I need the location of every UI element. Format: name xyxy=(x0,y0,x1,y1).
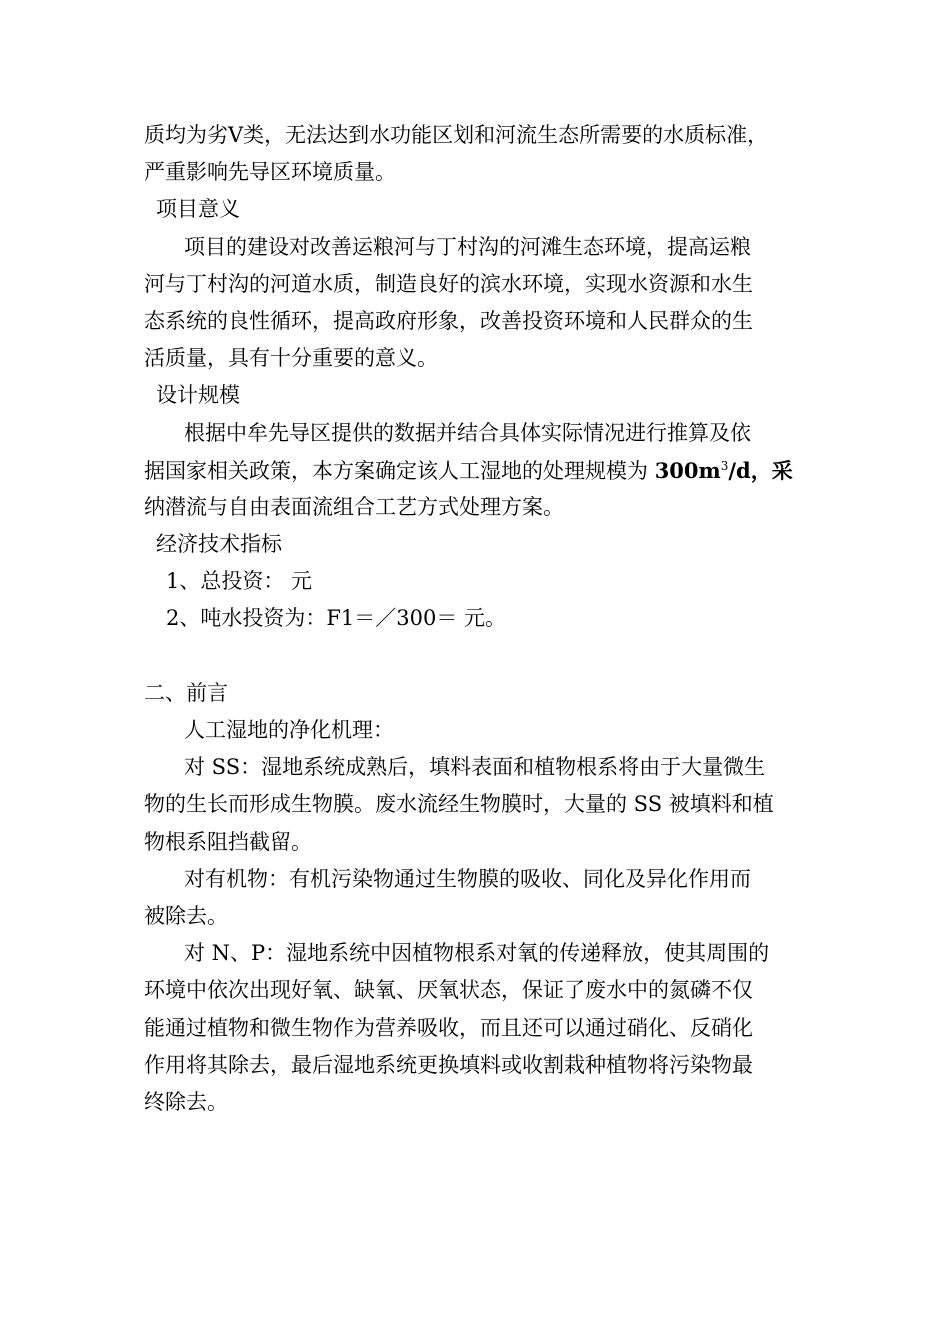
text-line: 活质量，具有十分重要的意义。 xyxy=(144,346,438,371)
list-item-per-ton-investment: 2、吨水投资为：F1＝／300＝ 元。 xyxy=(166,606,507,631)
section-heading-significance: 项目意义 xyxy=(156,197,240,222)
text-line: 终除去。 xyxy=(144,1089,228,1114)
np-paragraph xyxy=(144,935,824,1121)
capacity-value: 300m xyxy=(654,457,721,483)
text-segment: /d，采 xyxy=(728,457,793,483)
text-line: 河与丁村沟的河道水质，制造良好的滨水环境，实现水资源和水生 xyxy=(144,271,753,296)
blank-line xyxy=(144,638,824,675)
document-page xyxy=(144,117,824,1121)
text-line: 物根系阻挡截留。 xyxy=(144,829,312,854)
section-title-preface: 二、前言 xyxy=(144,680,228,705)
scale-paragraph xyxy=(144,415,824,527)
organic-paragraph xyxy=(144,861,824,935)
section-heading-economics: 经济技术指标 xyxy=(156,532,282,557)
significance-paragraph xyxy=(144,229,824,378)
text-line: 质均为劣V类，无法达到水功能区划和河流生态所需要的水质标准， xyxy=(144,123,769,147)
list-item-total-investment: 1、总投资： 元 xyxy=(166,569,313,594)
text-line: 对 SS：湿地系统成熟后，填料表面和植物根系将由于大量微生 xyxy=(184,755,766,780)
text-line: 纳潜流与自由表面流组合工艺方式处理方案。 xyxy=(144,494,564,519)
text-line: 项目的建设对改善运粮河与丁村沟的河滩生态环境，提高运粮 xyxy=(184,234,751,259)
text-line: 对有机物：有机污染物通过生物膜的吸收、同化及异化作用而 xyxy=(184,866,751,891)
text-line: 物的生长而形成生物膜。废水流经生物膜时，大量的 SS 被填料和植 xyxy=(144,792,774,817)
text-segment: 据国家相关政策，本方案确定该人工湿地的处理规模为 xyxy=(144,458,655,483)
superscript-exponent: 3 xyxy=(720,458,729,473)
text-line: 环境中依次出现好氧、缺氧、厌氧状态，保证了废水中的氮磷不仅 xyxy=(144,978,753,1003)
intro-paragraph xyxy=(144,117,824,191)
text-line: 根据中牟先导区提供的数据并结合具体实际情况进行推算及依 xyxy=(184,420,751,445)
text-line: 能通过植物和微生物作为营养吸收，而且还可以通过硝化、反硝化 xyxy=(144,1015,753,1040)
text-line: 作用将其除去，最后湿地系统更换填料或收割栽种植物将污染物最 xyxy=(144,1052,753,1077)
section-heading-scale: 设计规模 xyxy=(156,383,240,408)
text-line: 态系统的良性循环，提高政府形象，改善投资环境和人民群众的生 xyxy=(144,308,753,333)
text-line: 对 N、P：湿地系统中因植物根系对氧的传递释放，使其周围的 xyxy=(184,941,770,966)
text-line: 被除去。 xyxy=(144,903,228,928)
text-line: 严重影响先导区环境质量。 xyxy=(144,160,396,185)
preface-subtitle: 人工湿地的净化机理： xyxy=(184,718,394,742)
text-line xyxy=(144,452,824,489)
ss-paragraph xyxy=(144,749,824,861)
